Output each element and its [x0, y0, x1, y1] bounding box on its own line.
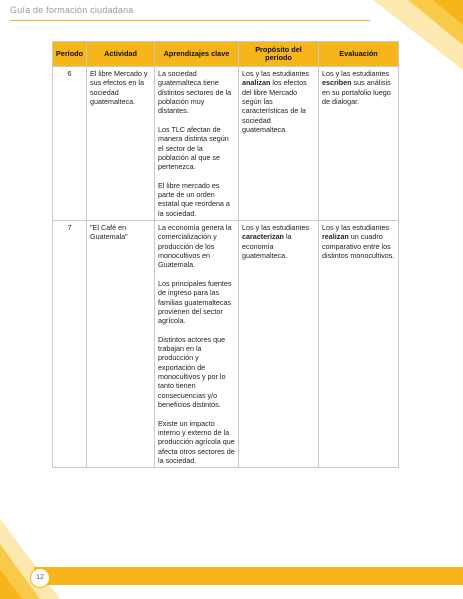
aprendizaje-paragraph: Existe un impacto interno y externo de la producción agrícola que afecta otros sectores de la sociedad. [158, 418, 235, 465]
footer-bar [34, 567, 463, 585]
evaluacion-verb: escriben [322, 78, 352, 88]
column-header-actividad: Actividad [87, 42, 155, 67]
evaluacion-cell [319, 221, 399, 468]
evaluacion-text: sus análisis en su portafolio luego de dialogar. [322, 78, 391, 107]
table-header-row [53, 42, 399, 67]
evaluacion-verb: realizan [322, 232, 349, 242]
table-row [53, 221, 399, 468]
proposito-cell [239, 67, 319, 221]
aprendizaje-paragraph: Distintos actores que trabajan en la producción y exportación de monocultivos y por lo tanto tienen consecuencias y/o beneficios distintos. [158, 334, 226, 410]
proposito-verb: caracterizan [242, 232, 284, 242]
page-number: 12 [30, 568, 50, 588]
proposito-text: Los y las estudiantes [242, 223, 310, 233]
proposito-cell [239, 221, 319, 468]
proposito-text: la economía guatemalteca. [242, 232, 292, 261]
column-header-aprendizajes: Aprendizajes clave [155, 42, 239, 67]
header-title: Guía de formación ciudadana [10, 5, 134, 15]
proposito-text: Los y las estudiantes [242, 69, 310, 78]
column-header-evaluacion: Evaluación [319, 42, 399, 67]
actividad-cell: "El Café en Guatemala" [87, 221, 155, 468]
evaluacion-text: Los y las estudiantes [322, 223, 390, 233]
aprendizaje-paragraph: Los principales fuentes de ingreso para las familias guatemaltecas provienen del sector agrícola. [158, 278, 232, 326]
aprendizaje-paragraph: El libre mercado es parte de un orden estatal que reordena a la sociedad. [158, 180, 230, 218]
aprendizaje-paragraph: La sociedad guatemalteca tiene distintos sectores de la población muy distantes. [158, 69, 232, 116]
aprendizajes-cell [155, 67, 239, 221]
header-divider [10, 20, 370, 21]
aprendizaje-paragraph: Los TLC afectan de manera distinta según el sector de la población al que se pertenezca. [158, 124, 229, 172]
column-header-periodo: Período [53, 42, 87, 67]
lesson-plan-table [52, 41, 399, 468]
document-header [10, 5, 453, 21]
proposito-verb: analizan [242, 78, 271, 88]
aprendizajes-cell [155, 221, 239, 468]
aprendizaje-paragraph: La economía genera la comercialización y producción de los monocultivos en Guatemala. [158, 223, 232, 270]
periodo-cell: 7 [53, 221, 87, 468]
evaluacion-text: Los y las estudiantes [322, 69, 390, 78]
evaluacion-text: un cuadro comparativo entre los distintos monocultivos. [322, 232, 395, 261]
column-header-proposito: Propósito del período [239, 42, 319, 67]
table-row [53, 67, 399, 221]
proposito-text: los efectos del libre Mercado según las características de la sociedad guatemalteca. [242, 78, 307, 135]
actividad-cell: El libre Mercado y sus efectos en la sociedad guatemalteca. [87, 67, 155, 221]
evaluacion-cell [319, 67, 399, 221]
periodo-cell: 6 [53, 67, 87, 221]
